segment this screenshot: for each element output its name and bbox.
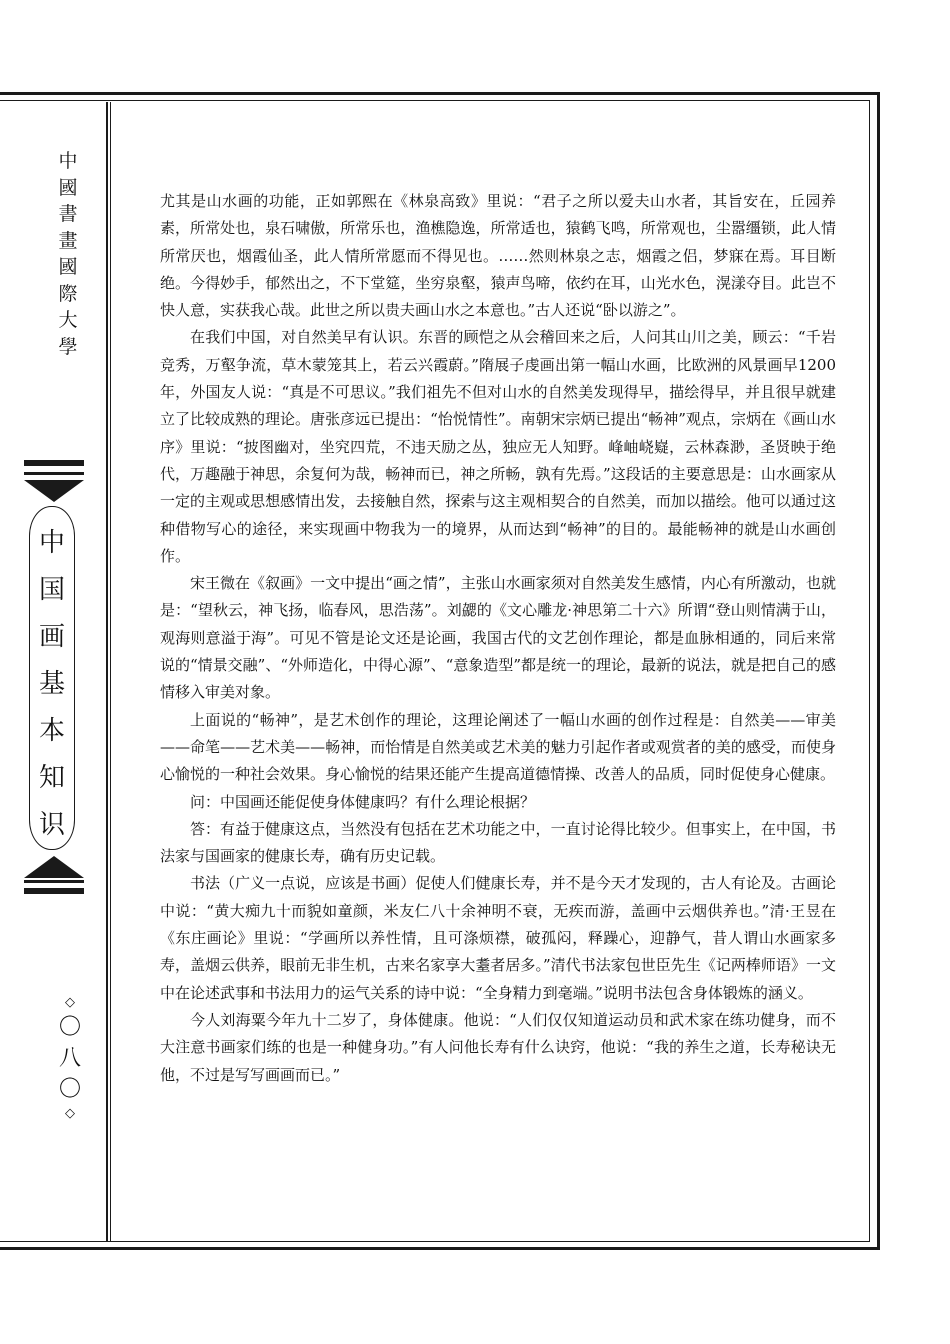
ornament-chevron — [24, 856, 84, 878]
ornament-band — [24, 460, 84, 466]
university-char: 中 — [58, 150, 78, 172]
ornament-chevron — [24, 480, 84, 502]
paragraph: 问：中国画还能促使身体健康吗？有什么理论根据？ — [190, 792, 536, 811]
university-char: 書 — [58, 203, 78, 225]
book-title-char: 基 — [38, 669, 65, 699]
body-text — [160, 188, 836, 1089]
book-title-char: 知 — [38, 763, 65, 793]
university-char: 國 — [58, 176, 78, 199]
sidebar-divider-thin — [110, 102, 111, 1242]
diamond-icon: ◇ — [65, 1106, 75, 1121]
university-char: 學 — [58, 335, 78, 358]
paragraph: 宋王微在《叙画》一文中提出“画之情”，主张山水画家须对自然美发生感情，内心有所激动，也就是：“望秋云，神飞扬，临春风，思浩荡”。刘勰的《文心雕龙·神思第二十六》所谓“登山则情满于山，观海则意溢于海”。可见不管是论文还是论画，我国古代的文艺创作理论，都是血脉相通的，同后来常说的“情景交融”、“外师造化，中得心源”、“意象造型”都是统一的理论，最新的说法，就是把自己的感情移入审美对象。 — [160, 574, 837, 702]
university-char: 國 — [58, 256, 78, 278]
paragraph: 上面说的“畅神”，是艺术创作的理论，这理论阐述了一幅山水画的创作过程是：自然美——审美——命笔——艺术美——畅神，而怡情是自然美或艺术美的魅力引起作者或观赏者的美的感受，而使身心愉悦的一种社会效果。身心愉悦的结果还能产生提高道德情操、改善人的品质，同时促使身心健康。 — [160, 710, 836, 784]
paragraph: 今人刘海粟今年九十二岁了，身体健康。他说：“人们仅仅知道运动员和武术家在练功健身，而不大注意书画家们练的也是一种健身功。”有人问他长寿有什么诀窍，他说：“我的养生之道，长寿秘诀无他，不过是写写画画而已。” — [160, 1010, 836, 1084]
book-title — [28, 520, 76, 849]
book-title-char: 中 — [38, 528, 65, 558]
university-char: 大 — [58, 309, 78, 331]
book-title-char: 国 — [38, 575, 65, 605]
sidebar-divider — [106, 102, 108, 1242]
ornament-band — [24, 472, 84, 475]
university-name — [42, 148, 94, 360]
diamond-icon: ◇ — [65, 995, 75, 1010]
page-number-digit: 八 — [58, 1046, 81, 1071]
paragraph: 在我们中国，对自然美早有认识。东晋的顾恺之从会稽回来之后，人问其山川之美，顾云：“千岩竞秀，万壑争流，草木蒙笼其上，若云兴霞蔚。”隋展子虔画出第一幅山水画，比欧洲的风景画早1200年，外国友人说：“真是不可思议。”我们祖先不但对山水的自然美发现得早，描绘得早，并且很早就建立了比较成熟的理论。唐张彦远已提出：“怡悦情性”。南朝宋宗炳已提出“畅神”观点，宗炳在《画山水序》里说：“披图幽对，坐究四荒，不违天励之丛，独应无人知野。峰岫峣嶷，云林森渺，圣贤映于绝代，万趣融于神思，余复何为哉，畅神而已，神之所畅，孰有先焉。”这段话的主要意思是：山水画家从一定的主观或思想感情出发，去接触自然，探索与这主观相契合的自然美，而加以描绘。他可以通过这种借物写心的途径，来实现画中物我为一的境界，从而达到“畅神”的目的。最能畅神的就是山水画创作。 — [160, 328, 836, 565]
university-char: 畫 — [58, 229, 78, 252]
book-title-char: 识 — [38, 810, 65, 840]
paragraph: 书法（广义一点说，应该是书画）促使人们健康长寿，并不是今天才发现的，古人有论及。古画论中说：“黄大痴九十而貌如童颜，米友仁八十余神明不衰，无疾而游，盖画中云烟供养也。”清·王昱在《东庄画论》里说：“学画所以养性情，且可涤烦襟，破孤闷，释躁心，迎静气，昔人谓山水画家多寿，盖烟云供养，眼前无非生机，古来名家享大耋者居多。”清代书法家包世臣先生《记两棒师语》一文中在论述武事和书法用力的运气关系的诗中说：“全身精力到毫端。”说明书法包含身体锻炼的涵义。 — [160, 874, 836, 1002]
page-number-digit: 〇 — [58, 1015, 81, 1040]
book-title-char: 画 — [38, 622, 65, 652]
page-number-digit: 〇 — [58, 1077, 81, 1102]
university-char: 際 — [58, 282, 78, 305]
ornament-band — [24, 880, 84, 883]
paragraph: 尤其是山水画的功能，正如郭熙在《林泉高致》里说：“君子之所以爱夫山水者，其旨安在，丘园养素，所常处也，泉石啸傲，所常乐也，渔樵隐逸，所常适也，猿鹤飞鸣，所常观也，尘嚣缰锁，此人情所常厌也，烟霞仙圣，此人情所常愿而不得见也。……然则林泉之志，烟霞之侣，梦寐在焉。耳目断绝。今得妙手，郁然出之，不下堂筵，坐穷泉壑，猿声鸟啼，依约在耳，山光水色，滉漾夺目。此岂不快人意，实获我心哉。此世之所以贵夫画山水之本意也。”古人还说“卧以游之”。 — [160, 192, 836, 320]
ornament-band — [24, 888, 84, 894]
page-number — [50, 994, 90, 1123]
paragraph: 答：有益于健康这点，当然没有包括在艺术功能之中，一直讨论得比较少。但事实上，在中国，书法家与国画家的健康长寿，确有历史记载。 — [160, 819, 836, 866]
book-title-char: 本 — [38, 716, 65, 746]
